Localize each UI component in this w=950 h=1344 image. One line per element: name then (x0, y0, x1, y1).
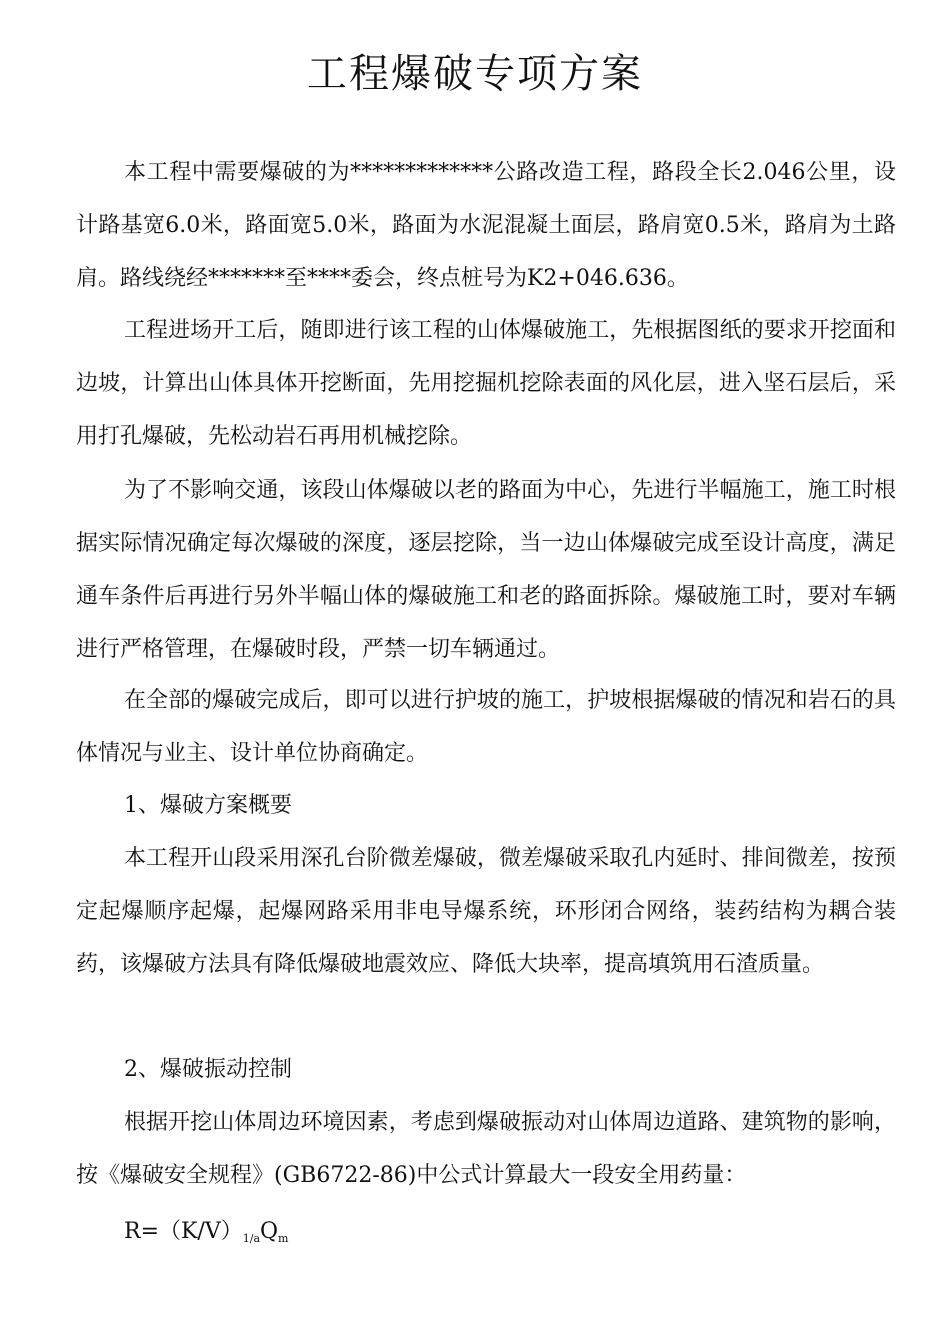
formula-subscript-m: m (278, 1232, 289, 1245)
formula-exponent: 1/a (242, 1232, 260, 1245)
document-title: 工程爆破专项方案 (307, 51, 643, 97)
formula-safe-charge (124, 1205, 288, 1265)
paragraph-traffic-management: 为了不影响交通，该段山体爆破以老的路面为中心，先进行半幅施工，施工时根据实际情况确定每次爆破的深度，逐层挖除，当一边山体爆破完成至设计高度，满足通车条件后再进行另外半幅山体的爆破施工和老的路面拆除。爆破施工时，要对车辆进行严格管理，在爆破时段，严禁一切车辆通过。 (76, 478, 896, 662)
paragraph-blasting-method: 本工程开山段采用深孔台阶微差爆破，微差爆破采取孔内延时、排间微差，按预定起爆顺序起爆，起爆网路采用非电导爆系统，环形闭合网络，装药结构为耦合装药，该爆破方法具有降低爆破地震效应、降低大块率，提高填筑用石渣质量。 (76, 846, 896, 977)
formula-q: Q (260, 1219, 279, 1244)
paragraph-excavation-process: 工程进场开工后，随即进行该工程的山体爆破施工，先根据图纸的要求开挖面和边坡，计算出山体具体开挖断面，先用挖掘机挖除表面的风化层，进入坚石层后，采用打孔爆破，先松动岩石再用机械挖除。 (76, 318, 896, 449)
section-heading-blasting-overview: 1、爆破方案概要 (124, 793, 292, 818)
formula-main: R=（K/V） (124, 1219, 243, 1244)
paragraph-project-overview: 本工程中需要爆破的为*************公路改造工程，路段全长2.046公里，设计路基宽6.0米，路面宽5.0米，路面为水泥混凝土面层，路肩宽0.5米，路肩为土路肩。路线绕经*******至****委会，终点桩号为K2+046.636。 (76, 160, 896, 291)
paragraph-vibration-calculation: 根据开挖山体周边环境因素，考虑到爆破振动对山体周边道路、建筑物的影响，按《爆破安全规程》(GB6722-86)中公式计算最大一段安全用药量： (76, 1110, 896, 1188)
section-heading-vibration-control: 2、爆破振动控制 (124, 1057, 292, 1082)
paragraph-slope-protection: 在全部的爆破完成后，即可以进行护坡的施工，护坡根据爆破的情况和岩石的具体情况与业主、设计单位协商确定。 (76, 688, 896, 766)
